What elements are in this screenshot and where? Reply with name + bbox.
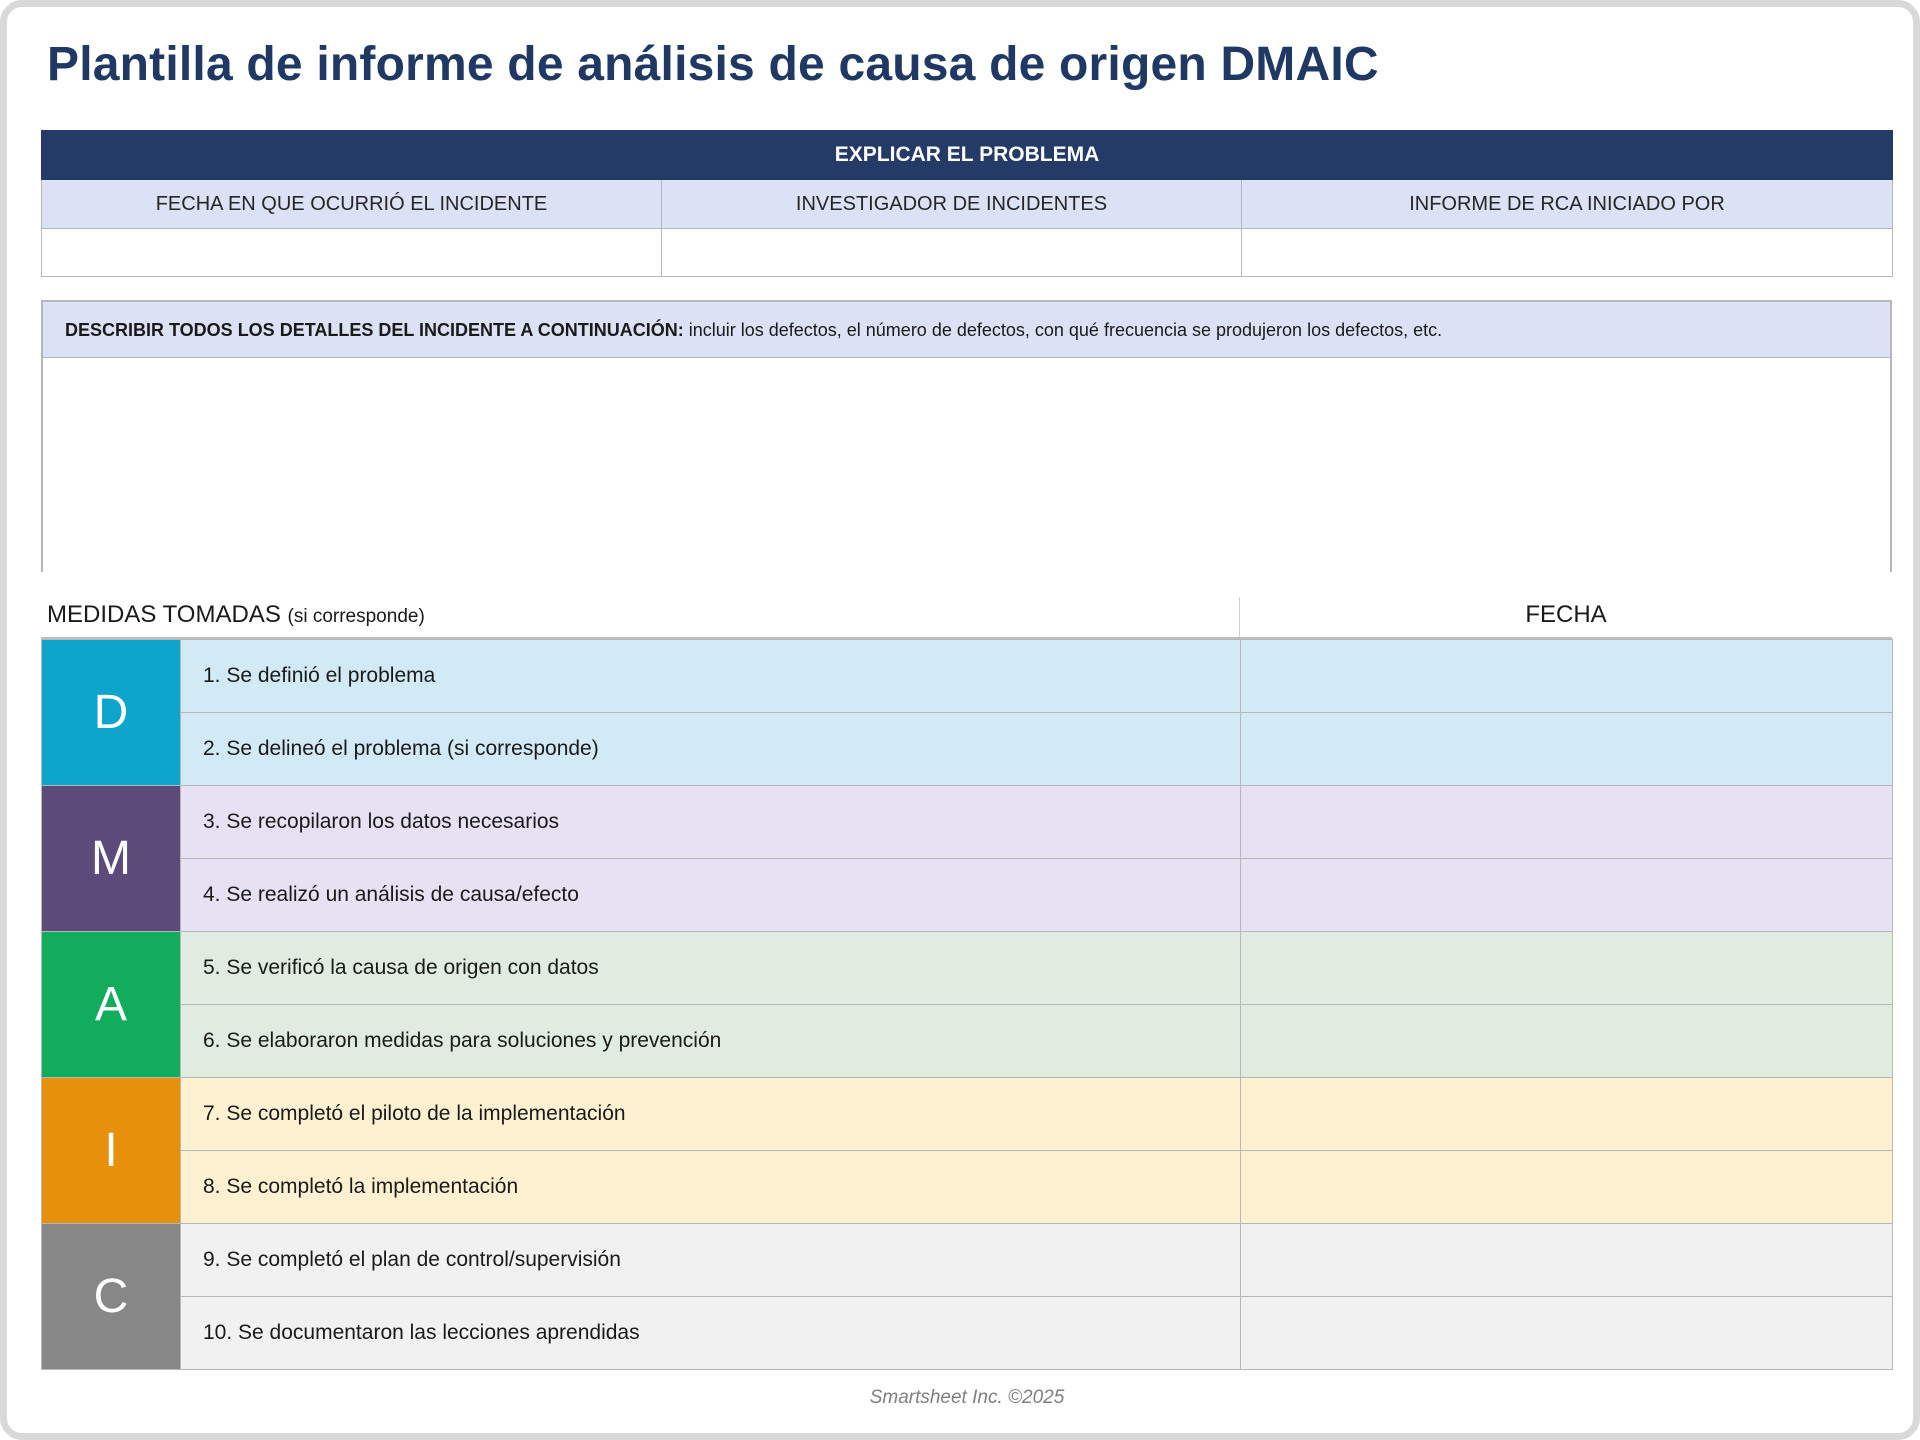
incident-date-field[interactable]: [42, 229, 662, 277]
step-date-field[interactable]: [1241, 713, 1893, 786]
measures-label: MEDIDAS TOMADAS: [47, 601, 281, 628]
phase-improve-letter: I: [42, 1078, 181, 1224]
table-row: [42, 1151, 1893, 1224]
phase-measure-letter: M: [42, 786, 181, 932]
step-label: 7. Se completó el piloto de la implementación: [181, 1078, 1241, 1151]
problem-table: [41, 130, 1893, 277]
date-column-header: FECHA: [1525, 601, 1607, 628]
page-title: Plantilla de informe de análisis de causa de origen DMAIC: [47, 38, 1379, 91]
table-row: [42, 859, 1893, 932]
table-row: [42, 1005, 1893, 1078]
table-row: [42, 1297, 1893, 1370]
table-row: [42, 1078, 1893, 1151]
table-row: [42, 1224, 1893, 1297]
incident-details-label: [43, 302, 1890, 358]
step-label: 6. Se elaboraron medidas para soluciones y prevención: [181, 1005, 1241, 1078]
incident-details-label-bold: DESCRIBIR TODOS LOS DETALLES DEL INCIDENTE A CONTINUACIÓN:: [65, 320, 684, 340]
rca-initiator-field[interactable]: [1242, 229, 1893, 277]
incident-details-box: [41, 300, 1892, 572]
rca-initiator-label: INFORME DE RCA INICIADO POR: [1242, 180, 1893, 229]
dmaic-table: [41, 639, 1893, 1370]
phase-define-letter: D: [42, 640, 181, 786]
measures-header: [47, 601, 425, 629]
incident-investigator-label: INVESTIGADOR DE INCIDENTES: [662, 180, 1242, 229]
problem-header-row: [42, 131, 1893, 180]
measures-label-note: (si corresponde): [287, 606, 425, 627]
phase-control-letter: C: [42, 1224, 181, 1370]
incident-details-label-rest: incluir los defectos, el número de defectos, con qué frecuencia se produjeron los defectos, etc.: [683, 320, 1443, 340]
step-date-field[interactable]: [1241, 786, 1893, 859]
step-date-field[interactable]: [1241, 1078, 1893, 1151]
step-date-field[interactable]: [1241, 1297, 1893, 1370]
step-date-field[interactable]: [1241, 1005, 1893, 1078]
problem-values-row: [42, 229, 1893, 277]
incident-date-label: FECHA EN QUE OCURRIÓ EL INCIDENTE: [42, 180, 662, 229]
step-label: 4. Se realizó un análisis de causa/efecto: [181, 859, 1241, 932]
step-label: 3. Se recopilaron los datos necesarios: [181, 786, 1241, 859]
phase-analyze-letter: A: [42, 932, 181, 1078]
table-row: [42, 640, 1893, 713]
step-date-field[interactable]: [1241, 1224, 1893, 1297]
table-row: [42, 713, 1893, 786]
table-row: [42, 786, 1893, 859]
step-date-field[interactable]: [1241, 1151, 1893, 1224]
step-label: 2. Se delineó el problema (si corresponde): [181, 713, 1241, 786]
step-date-field[interactable]: [1241, 640, 1893, 713]
incident-investigator-field[interactable]: [662, 229, 1242, 277]
step-label: 10. Se documentaron las lecciones aprendidas: [181, 1297, 1241, 1370]
step-date-field[interactable]: [1241, 859, 1893, 932]
footer-copyright: Smartsheet Inc. ©2025: [869, 1387, 1065, 1408]
step-label: 9. Se completó el plan de control/supervisión: [181, 1224, 1241, 1297]
step-date-field[interactable]: [1241, 932, 1893, 1005]
table-row: [42, 932, 1893, 1005]
problem-header: EXPLICAR EL PROBLEMA: [42, 131, 1893, 180]
problem-columns-row: [42, 180, 1893, 229]
step-label: 1. Se definió el problema: [181, 640, 1241, 713]
step-label: 5. Se verificó la causa de origen con datos: [181, 932, 1241, 1005]
incident-details-field[interactable]: [43, 358, 1890, 572]
step-label: 8. Se completó la implementación: [181, 1151, 1241, 1224]
